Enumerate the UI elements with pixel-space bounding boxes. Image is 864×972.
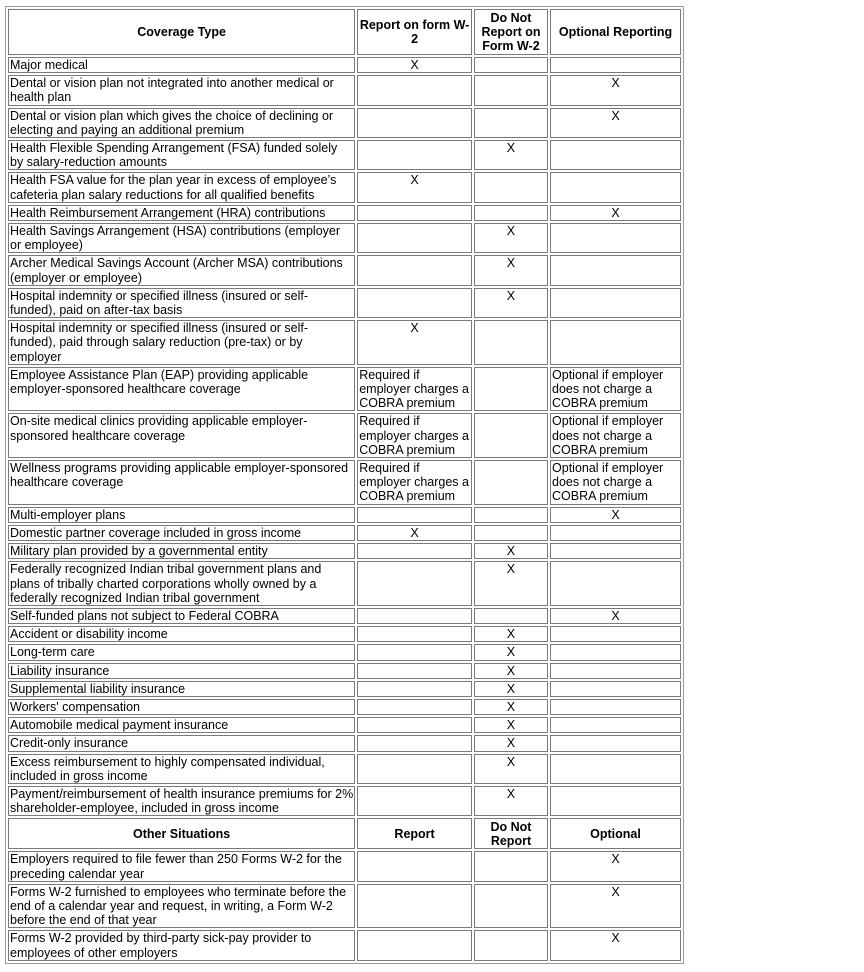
optional-cell: Optional if employer does not charge a COBRA premium <box>550 460 681 505</box>
report-cell <box>357 205 472 221</box>
report-cell <box>357 507 472 523</box>
optional-cell <box>550 754 681 784</box>
optional-cell <box>550 644 681 660</box>
table-row <box>8 140 681 170</box>
do-not-report-cell <box>474 205 548 221</box>
optional-cell: X <box>550 205 681 221</box>
do-not-report-cell: X <box>474 255 548 285</box>
coverage-label-cell: On-site medical clinics providing applicable employer-sponsored healthcare coverage <box>8 413 355 458</box>
table-row <box>8 507 681 523</box>
do-not-report-cell: X <box>474 681 548 697</box>
do-not-report-cell: X <box>474 223 548 253</box>
table-row <box>8 626 681 642</box>
coverage-label-cell: Automobile medical payment insurance <box>8 717 355 733</box>
report-cell: Required if employer charges a COBRA premium <box>357 460 472 505</box>
table-row <box>8 735 681 751</box>
coverage-label-cell: Major medical <box>8 57 355 73</box>
report-cell: X <box>357 172 472 202</box>
report-cell: X <box>357 525 472 541</box>
coverage-label-cell: Military plan provided by a governmental entity <box>8 543 355 559</box>
do-not-report-cell: X <box>474 288 548 318</box>
do-not-report-cell: X <box>474 626 548 642</box>
table-row <box>8 644 681 660</box>
header-do-not-report-2: Do Not Report <box>474 818 548 849</box>
report-cell <box>357 288 472 318</box>
optional-cell <box>550 626 681 642</box>
report-cell <box>357 735 472 751</box>
coverage-label-cell: Supplemental liability insurance <box>8 681 355 697</box>
coverage-label-cell: Workers' compensation <box>8 699 355 715</box>
optional-cell: X <box>550 608 681 624</box>
do-not-report-cell: X <box>474 644 548 660</box>
table-row <box>8 172 681 202</box>
report-cell <box>357 140 472 170</box>
coverage-label-cell: Health Reimbursement Arrangement (HRA) contributions <box>8 205 355 221</box>
table-row <box>8 851 681 881</box>
coverage-label-cell: Payment/reimbursement of health insurance premiums for 2% shareholder-employee, included in gross income <box>10 786 354 816</box>
report-cell <box>357 754 472 784</box>
report-cell <box>357 644 472 660</box>
report-cell: X <box>357 57 472 73</box>
do-not-report-cell <box>474 851 548 881</box>
report-cell <box>357 717 472 733</box>
optional-cell: X <box>550 851 681 881</box>
do-not-report-cell: X <box>474 561 548 606</box>
header-coverage-type: Coverage Type <box>8 9 355 55</box>
do-not-report-cell <box>474 507 548 523</box>
table-row <box>8 525 681 541</box>
report-cell: Required if employer charges a COBRA premium <box>357 413 472 458</box>
report-cell: X <box>357 320 472 365</box>
do-not-report-cell: X <box>474 140 548 170</box>
optional-cell <box>550 699 681 715</box>
report-cell <box>357 75 472 105</box>
coverage-label-cell: Health Flexible Spending Arrangement (FSA) funded solely by salary-reduction amounts <box>8 140 355 170</box>
report-cell: Required if employer charges a COBRA premium <box>357 367 472 412</box>
do-not-report-cell: X <box>474 717 548 733</box>
table-row <box>8 930 681 960</box>
report-cell <box>357 699 472 715</box>
report-cell <box>357 663 472 679</box>
report-cell <box>357 108 472 138</box>
optional-cell <box>550 57 681 73</box>
table-row <box>8 460 681 505</box>
coverage-reporting-table <box>5 6 684 964</box>
coverage-label-cell: Self-funded plans not subject to Federal COBRA <box>8 608 355 624</box>
coverage-label-cell: Wellness programs providing applicable employer-sponsored healthcare coverage <box>8 460 355 505</box>
table-row <box>8 561 681 606</box>
coverage-label-cell: Employers required to file fewer than 250 Forms W-2 for the preceding calendar year <box>8 851 355 881</box>
coverage-label-cell: Archer Medical Savings Account (Archer MSA) contributions (employer or employee) <box>8 255 355 285</box>
do-not-report-cell <box>474 172 548 202</box>
report-cell <box>357 561 472 606</box>
optional-cell <box>550 172 681 202</box>
table-row <box>8 663 681 679</box>
coverage-reporting-table-container <box>5 6 684 964</box>
do-not-report-cell <box>474 75 548 105</box>
do-not-report-cell <box>474 57 548 73</box>
report-cell <box>357 884 472 929</box>
optional-cell <box>550 288 681 318</box>
do-not-report-cell <box>474 930 548 960</box>
table-row <box>8 884 681 929</box>
optional-cell <box>550 223 681 253</box>
table-row <box>8 754 681 784</box>
coverage-label-cell: Forms W-2 furnished to employees who terminate before the end of a calendar year and request, in writing, a Form W-2 before the end of that year <box>8 884 355 929</box>
optional-cell <box>550 681 681 697</box>
do-not-report-cell: X <box>474 754 548 784</box>
coverage-label-cell: Health Savings Arrangement (HSA) contributions (employer or employee) <box>8 223 355 253</box>
coverage-label-cell: Forms W-2 provided by third-party sick-pay provider to employees of other employers <box>8 930 355 960</box>
coverage-label-cell: Credit-only insurance <box>8 735 355 751</box>
coverage-label-cell: Dental or vision plan which gives the choice of declining or electing and paying an additional premium <box>8 108 355 138</box>
optional-cell: Optional if employer does not charge a COBRA premium <box>550 367 681 412</box>
optional-cell: X <box>550 507 681 523</box>
do-not-report-cell <box>474 367 548 412</box>
header-report-on-w2: Report on form W-2 <box>357 9 472 55</box>
optional-cell <box>550 543 681 559</box>
table-row <box>8 367 681 412</box>
do-not-report-cell <box>474 108 548 138</box>
optional-cell <box>550 561 681 606</box>
do-not-report-cell <box>474 525 548 541</box>
report-cell <box>357 930 472 960</box>
do-not-report-cell: X <box>474 699 548 715</box>
table-row <box>8 205 681 221</box>
coverage-label-cell: Liability insurance <box>8 663 355 679</box>
optional-cell: X <box>550 75 681 105</box>
table-row <box>8 75 681 105</box>
table-row <box>8 608 681 624</box>
report-cell <box>357 786 472 816</box>
coverage-label-cell: Domestic partner coverage included in gross income <box>8 525 355 541</box>
coverage-label-cell: Dental or vision plan not integrated into another medical or health plan <box>8 75 355 105</box>
optional-cell <box>550 663 681 679</box>
header-optional-reporting: Optional Reporting <box>550 9 681 55</box>
report-cell <box>357 608 472 624</box>
report-cell <box>357 681 472 697</box>
table-row <box>8 108 681 138</box>
coverage-label-cell: Hospital indemnity or specified illness (insured or self-funded), paid on after-tax basis <box>8 288 355 318</box>
table-row <box>8 717 681 733</box>
coverage-label-cell: Federally recognized Indian tribal government plans and plans of tribally charted corporations wholly owned by a federally recognized Indian tribal government <box>8 561 355 606</box>
optional-cell: X <box>550 930 681 960</box>
header-do-not-report: Do Not Report on Form W-2 <box>474 9 548 55</box>
table-row <box>8 681 681 697</box>
report-cell <box>357 543 472 559</box>
optional-cell <box>550 320 681 365</box>
header-optional: Optional <box>550 818 681 849</box>
header-row <box>8 9 681 55</box>
do-not-report-cell <box>474 320 548 365</box>
coverage-label-cell: Hospital indemnity or specified illness (insured or self-funded), paid through salary reduction (pre-tax) or by employer <box>8 320 355 365</box>
other-situations-header-row <box>8 818 681 849</box>
table-row <box>8 255 681 285</box>
optional-cell <box>550 140 681 170</box>
header-other-situations: Other Situations <box>8 818 355 849</box>
optional-cell <box>550 735 681 751</box>
optional-cell <box>550 786 681 816</box>
do-not-report-cell <box>474 884 548 929</box>
coverage-label-cell: Accident or disability income <box>8 626 355 642</box>
report-cell <box>357 223 472 253</box>
optional-cell <box>550 525 681 541</box>
report-cell <box>357 851 472 881</box>
table-row <box>8 57 681 73</box>
coverage-label-cell: Multi-employer plans <box>8 507 355 523</box>
table-row <box>8 288 681 318</box>
optional-cell: X <box>550 108 681 138</box>
optional-cell: X <box>550 884 681 929</box>
do-not-report-cell <box>474 413 548 458</box>
report-cell <box>357 255 472 285</box>
do-not-report-cell <box>474 608 548 624</box>
table-row <box>8 786 681 816</box>
coverage-label-cell: Health FSA value for the plan year in excess of employee’s cafeteria plan salary reductions for all qualified benefits <box>8 172 355 202</box>
do-not-report-cell: X <box>474 735 548 751</box>
do-not-report-cell: X <box>474 786 548 816</box>
table-row <box>8 699 681 715</box>
header-report: Report <box>357 818 472 849</box>
coverage-label-cell: Long-term care <box>8 644 355 660</box>
do-not-report-cell: X <box>474 543 548 559</box>
optional-cell <box>550 717 681 733</box>
table-row <box>8 413 681 458</box>
optional-cell <box>550 255 681 285</box>
do-not-report-cell: X <box>474 663 548 679</box>
do-not-report-cell <box>474 460 548 505</box>
report-cell <box>357 626 472 642</box>
optional-cell: Optional if employer does not charge a COBRA premium <box>550 413 681 458</box>
coverage-label-cell: Excess reimbursement to highly compensated individual, included in gross income <box>8 754 355 784</box>
coverage-label-cell: Employee Assistance Plan (EAP) providing applicable employer-sponsored healthcare coverage <box>8 367 355 412</box>
table-body <box>8 9 681 961</box>
table-row <box>8 320 681 365</box>
table-row <box>8 223 681 253</box>
table-row <box>8 543 681 559</box>
